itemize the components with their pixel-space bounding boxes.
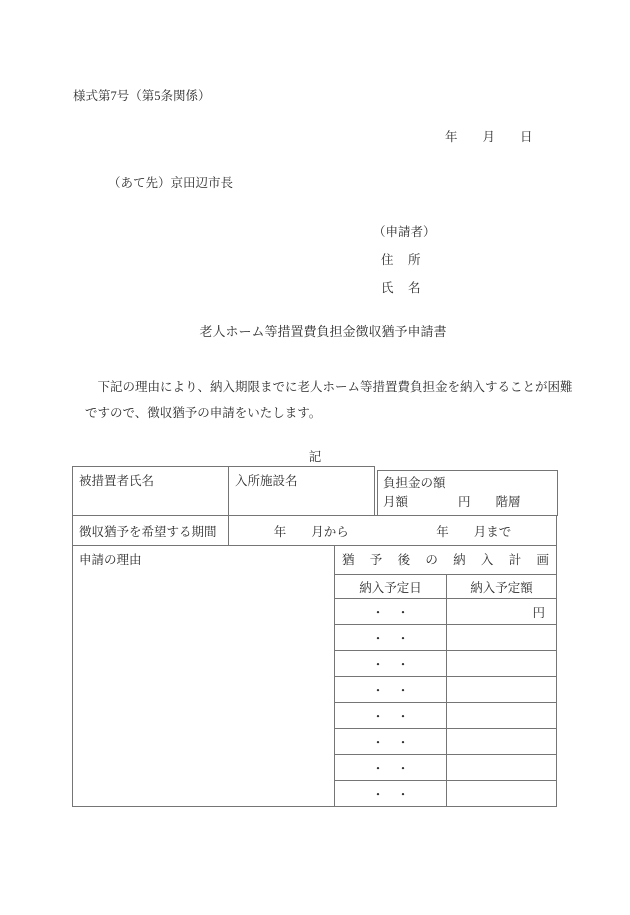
date-fill-line: 年 月 日 [445,130,533,144]
payment-amount-cell [446,624,557,651]
payment-amount-cell: 円 [446,598,557,625]
payment-plan-header-cell: 猶 予 後 の 納 入 計 画 [334,545,557,575]
application-table [72,466,559,808]
body-paragraph-line-2: ですので、徴収猶予の申請をいたします。 [85,406,322,420]
applicant-address-label: 住 所 [381,253,422,267]
payment-date-cell: ・ ・ [334,598,447,625]
monthly-amount-line: 月額 円 階層 [383,495,521,509]
payment-amount-cell [446,650,557,677]
payment-amount-cell [446,754,557,781]
contribution-amount-cell [377,470,558,516]
addressee-line: （あて先）京田辺市長 [108,176,234,190]
payment-amount-cell [446,702,557,729]
note-mark: 記 [308,450,322,464]
payment-date-cell: ・ ・ [334,780,447,807]
deferment-period-label-cell: 徴収猶予を希望する期間 [72,515,229,546]
payment-date-cell: ・ ・ [334,650,447,677]
contribution-amount-label: 負担金の額 [383,476,446,490]
payment-date-cell: ・ ・ [334,754,447,781]
payment-date-cell: ・ ・ [334,676,447,703]
payment-date-cell: ・ ・ [334,728,447,755]
form-number: 様式第7号（第5条関係） [73,89,211,103]
applicant-label: （申請者） [373,225,436,239]
payment-amount-cell [446,728,557,755]
recipient-name-cell: 被措置者氏名 [72,466,229,516]
payment-date-cell: ・ ・ [334,624,447,651]
deferment-period-value-cell: 年 月から 年 月まで [228,515,557,546]
document-title: 老人ホーム等措置費負担金徴収猶予申請書 [199,324,447,339]
payment-date-column-header: 納入予定日 [334,574,447,599]
payment-amount-column-header: 納入予定額 [446,574,557,599]
facility-name-cell: 入所施設名 [228,466,375,516]
body-paragraph-line-1: 下記の理由により、納入期限までに老人ホーム等措置費負担金を納入することが困難 [85,380,573,394]
payment-amount-cell [446,780,557,807]
payment-date-cell: ・ ・ [334,702,447,729]
application-reason-cell: 申請の理由 [72,545,335,807]
applicant-name-label: 氏 名 [381,281,422,295]
payment-amount-cell [446,676,557,703]
